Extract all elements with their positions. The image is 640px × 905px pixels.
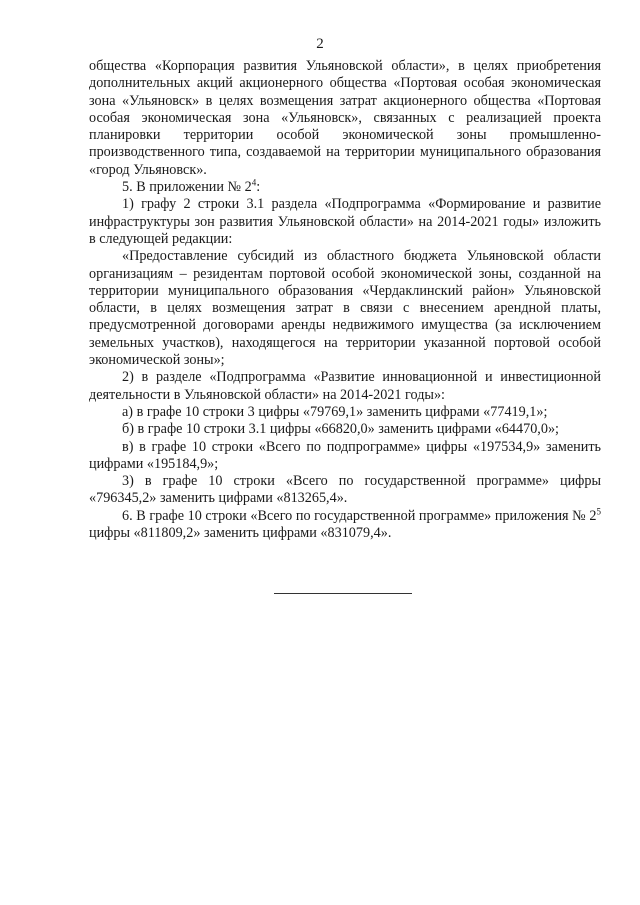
paragraph-subitem-2b: б) в графе 10 строки 3.1 цифры «66820,0» заменить цифрами «64470,0»; [122, 421, 559, 438]
paragraph-subitem-3: 3) в графе 10 строки «Всего по государственной программе» цифры «796345,2» заменить цифрами «813265,4». [89, 473, 601, 507]
paragraph-subitem-2a: а) в графе 10 строки 3 цифры «79769,1» заменить цифрами «77419,1»; [122, 403, 548, 420]
document-body [89, 58, 601, 542]
paragraph-item-5: 5. В приложении № $2^4$: [122, 177, 261, 196]
paragraph-item-6: 6. В графе 10 строки «Всего по государственной программе» приложения № $2^5$ цифры «811809,2» заменить цифрами «831079,4». [89, 505, 601, 542]
paragraph-subitem-2c: в) в графе 10 строки «Всего по подпрограмме» цифры «197534,9» заменить цифрами «195184,9»; [89, 438, 601, 472]
paragraph-continuation: общества «Корпорация развития Ульяновской области», в целях приобретения дополнительных акций акционерного общества «Портовая особая экономическая зона «Ульяновск» в целях возмещения затрат акционерного общества «Портовая особая экономическая зона «Ульяновск», связанных с реализацией проекта планировки территории особой экономической зоны промышленно-производственного типа, создаваемой на территории муниципального образования «город Ульяновск». [89, 58, 601, 178]
paragraph-subitem-1: 1) графу 2 строки 3.1 раздела «Подпрограмма «Формирование и развитие инфраструктуры зон развития Ульяновской области» на 2014-2021 годы» изложить в следующей редакции: [89, 196, 601, 247]
closing-rule [274, 593, 412, 594]
paragraph-subitem-2: 2) в разделе «Подпрограмма «Развитие инновационной и инвестиционной деятельности в Ульяновской области» на 2014-2021 годы»: [89, 369, 601, 403]
superscript: 5 [596, 505, 601, 516]
superscript: 4 [251, 177, 257, 188]
paragraph-quoted-text: «Предоставление субсидий из областного бюджета Ульяновской области организациям – резидентам портовой особой экономической зоны, созданной на территории муниципального образования «Чердаклинский район» Ульяновской области, в целях возмещения затрат в связи с внесением арендной платы, предусмотренной договорами аренды недвижимого имущества (за исключением земельных участков), находящегося на территории указанной портовой особой экономической зоны»; [89, 248, 601, 369]
page-number: 2 [316, 36, 324, 52]
